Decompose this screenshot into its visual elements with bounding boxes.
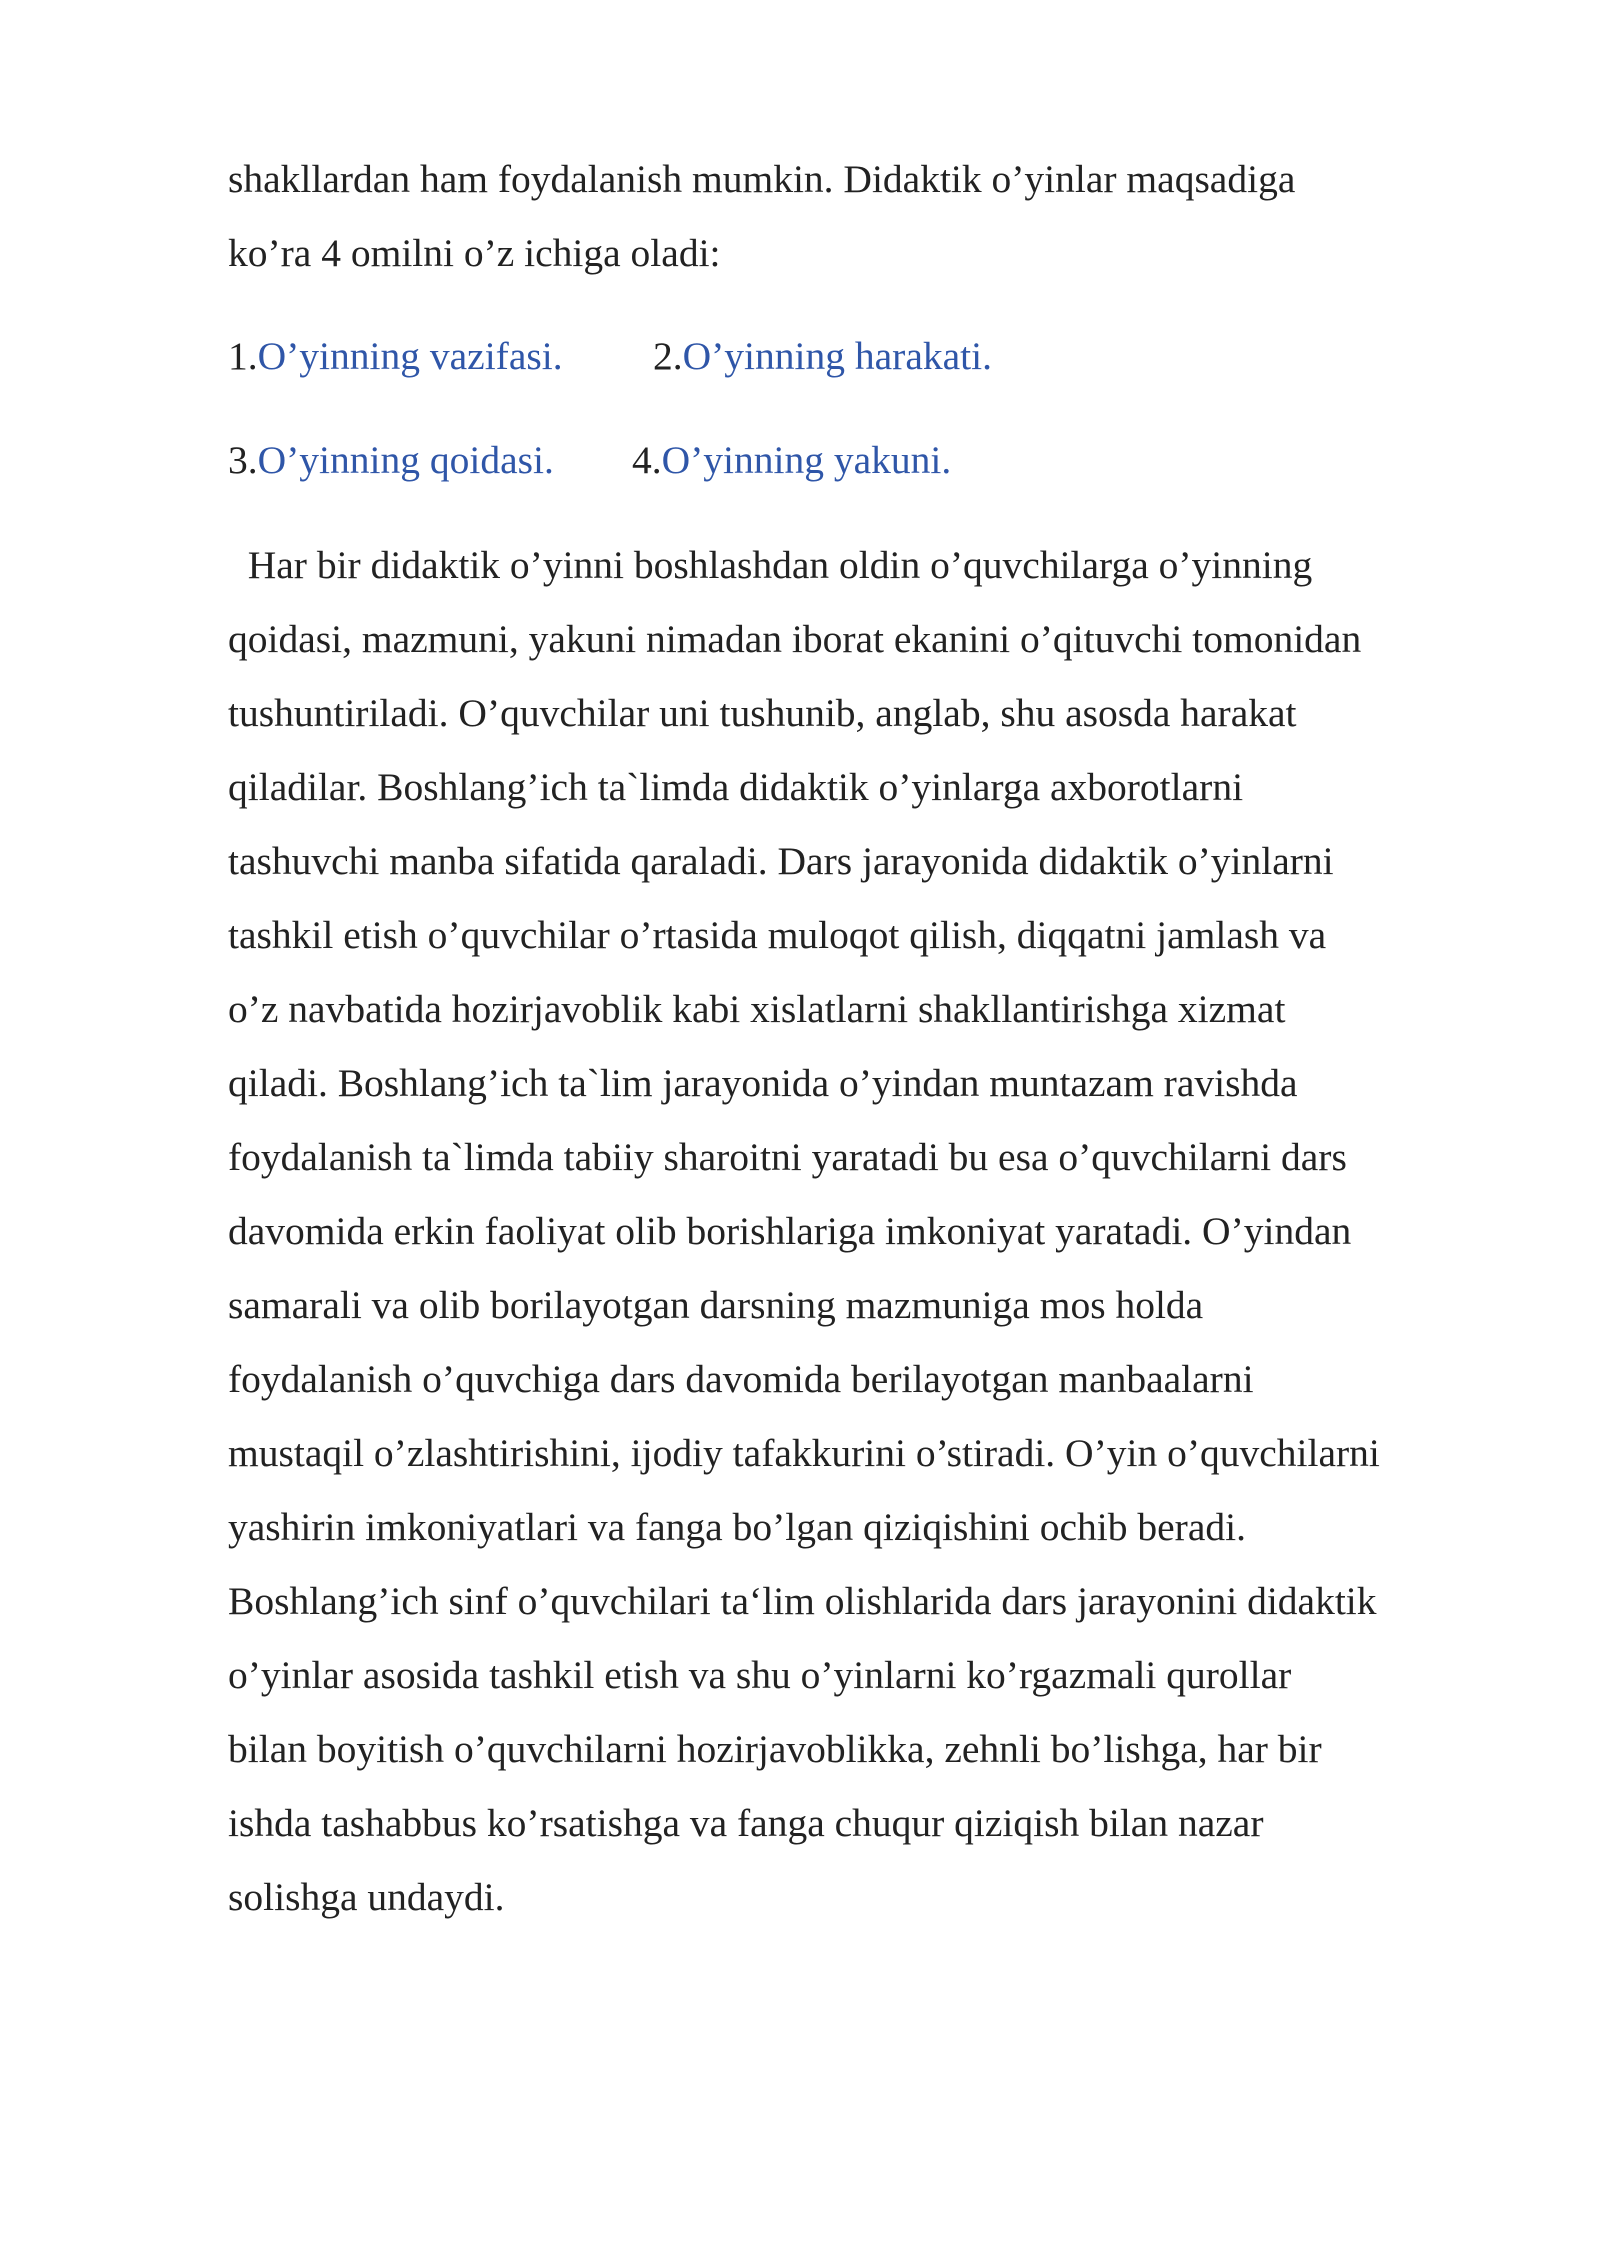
text-line: o’z navbatida hozirjavoblik kabi xislatlarni shakllantirishga xizmat — [228, 987, 1286, 1031]
list-row — [228, 326, 992, 386]
text-line: tashkil etish o’quvchilar o’rtasida muloqot qilish, diqqatni jamlash va — [228, 913, 1327, 957]
text-line: yashirin imkoniyatlari va fanga bo’lgan qiziqishini ochib beradi. — [228, 1505, 1246, 1549]
list-row — [228, 430, 951, 490]
list-item — [228, 430, 632, 490]
text-line: bilan boyitish o’quvchilarni hozirjavoblikka, zehnli bo’lishga, har bir — [228, 1727, 1322, 1771]
text-line: qiladilar. Boshlang’ich ta`limda didaktik o’yinlarga axborotlarni — [228, 765, 1244, 809]
list-item-number: 2. — [653, 334, 683, 378]
list-item — [653, 326, 992, 386]
list-item-number: 1. — [228, 334, 258, 378]
list-item-label: O’yinning qoidasi. — [257, 438, 554, 482]
text-line: shakllardan ham foydalanish mumkin. Didaktik o’yinlar maqsadiga — [228, 157, 1296, 201]
text-line: ko’ra 4 omilni o’z ichiga oladi: — [228, 231, 721, 275]
list-item-label: O’yinning harakati. — [682, 334, 992, 378]
list-item — [228, 326, 653, 386]
text-line: tashuvchi manba sifatida qaraladi. Dars jarayonida didaktik o’yinlarni — [228, 839, 1334, 883]
text-line: mustaqil o’zlashtirishini, ijodiy tafakkurini o’stiradi. O’yin o’quvchilarni — [228, 1431, 1380, 1475]
list-item-number: 3. — [228, 438, 258, 482]
text-line: qiladi. Boshlang’ich ta`lim jarayonida o’yindan muntazam ravishda — [228, 1061, 1298, 1105]
intro-paragraph — [228, 142, 1488, 290]
text-line: foydalanish o’quvchiga dars davomida berilayotgan manbaalarni — [228, 1357, 1254, 1401]
body-paragraph — [228, 528, 1488, 1934]
text-line: davomida erkin faoliyat olib borishlariga imkoniyat yaratadi. O’yindan — [228, 1209, 1352, 1253]
text-line: solishga undaydi. — [228, 1875, 505, 1919]
text-line: samarali va olib borilayotgan darsning mazmuniga mos holda — [228, 1283, 1204, 1327]
text-line: ishda tashabbus ko’rsatishga va fanga chuqur qiziqish bilan nazar — [228, 1801, 1264, 1845]
text-line: qoidasi, mazmuni, yakuni nimadan iborat ekanini o’qituvchi tomonidan — [228, 617, 1362, 661]
text-line: o’yinlar asosida tashkil etish va shu o’yinlarni ko’rgazmali qurollar — [228, 1653, 1292, 1697]
text-line: Har bir didaktik o’yinni boshlashdan oldin o’quvchilarga o’yinning — [228, 543, 1313, 587]
text-line: tushuntiriladi. O’quvchilar uni tushunib, anglab, shu asosda harakat — [228, 691, 1297, 735]
list-item — [632, 430, 951, 490]
text-line: Boshlang’ich sinf o’quvchilari ta‘lim olishlarida dars jarayonini didaktik — [228, 1579, 1377, 1623]
list-item-label: O’yinning yakuni. — [661, 438, 952, 482]
text-line: foydalanish ta`limda tabiiy sharoitni yaratadi bu esa o’quvchilarni dars — [228, 1135, 1347, 1179]
list-item-label: O’yinning vazifasi. — [257, 334, 563, 378]
list-item-number: 4. — [632, 438, 662, 482]
